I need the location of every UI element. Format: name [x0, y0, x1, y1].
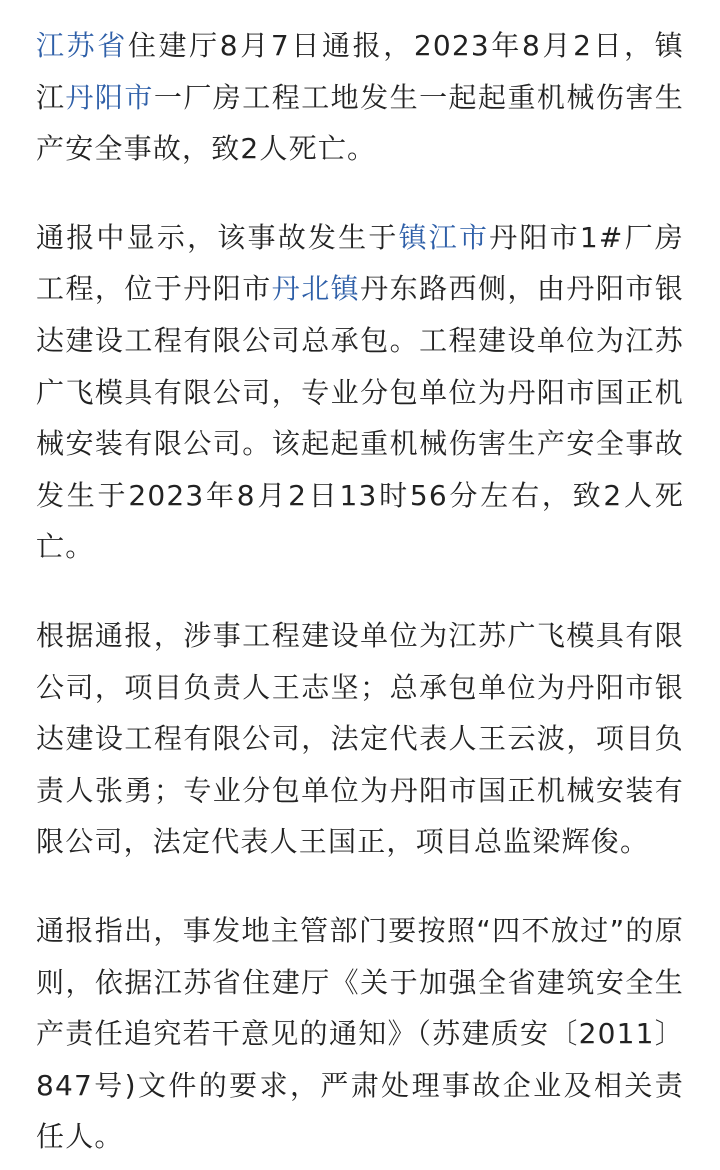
- paragraph-2: [36, 212, 684, 573]
- paragraph-text: 住建厅8月7日通报，2023年8月2日，镇江: [36, 29, 684, 114]
- paragraph-3: [36, 610, 684, 868]
- paragraph-text: 通报指出，事发地主管部门要按照“四不放过”的原则，依据江苏省住建厅《关于加强全省建筑安全生产责任追究若干意见的通知》（苏建质安〔2011〕847号)文件的要求，严肃处理事故企业及相关责任人。: [36, 913, 684, 1154]
- link-zhenjiang-city[interactable]: 镇江市: [398, 220, 490, 254]
- paragraph-1: [36, 20, 684, 175]
- link-danyang-city[interactable]: 丹阳市: [65, 80, 154, 114]
- paragraph-text: 丹东路西侧，由丹阳市银达建设工程有限公司总承包。工程建设单位为江苏广飞模具有限公司，专业分包单位为丹阳市国正机械安装有限公司。该起起重机械伤害生产安全事故发生于2023年8月2日13时56分左右，致2人死亡。: [36, 272, 684, 564]
- paragraph-text: 根据通报，涉事工程建设单位为江苏广飞模具有限公司，项目负责人王志坚；总承包单位为丹阳市银达建设工程有限公司，法定代表人王云波，项目负责人张勇；专业分包单位为丹阳市国正机械安装有限公司，法定代表人王国正，项目总监梁辉俊。: [36, 618, 684, 859]
- paragraph-text: 丹阳市1#厂房工程，位于丹阳市: [36, 220, 685, 306]
- link-danbei-town[interactable]: 丹北镇: [271, 272, 361, 306]
- paragraph-text: 通报中显示，该事故发生于: [36, 220, 399, 254]
- paragraph-text: 一厂房工程工地发生一起起重机械伤害生产安全事故，致2人死亡。: [36, 80, 684, 166]
- link-jiangsu-province[interactable]: 江苏省: [36, 29, 128, 62]
- paragraph-4: [36, 905, 684, 1163]
